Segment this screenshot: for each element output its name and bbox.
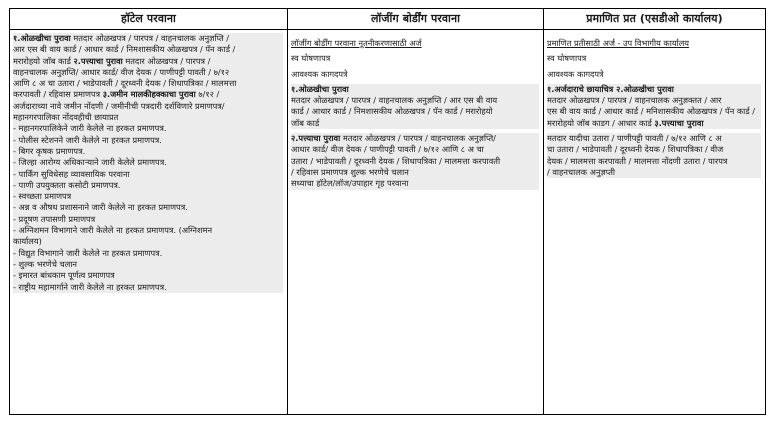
list-item: - राष्ट्रीय महामार्गाने जारी केलेले ना हरकत प्रमाणपत्र. (13, 281, 167, 292)
lodging-required-docs: आवश्यक कागदपत्रे (291, 68, 348, 79)
hotel-address-text-4: करपावती / रहिवास प्रमाणपत्र (13, 89, 103, 100)
hotel-identity-text-3: मरारोहयो जॉब कार्ड (13, 55, 74, 66)
certified-identity-line-3 (547, 118, 761, 129)
lodging-identity-line-1: मतदार ओळखपत्र / पारपत्र / वाहनचालक अनुज्ञप्ति / आर एस बी वाय (291, 95, 498, 106)
lodging-address-block (291, 133, 539, 189)
list-item: - अग्निशमन विभागाने जारी केलेले ना हरकत प्रमाणपत्र. (अग्निशमन (13, 225, 212, 236)
hotel-address-line-3: आणि ८ अ चा उतारा / भाडेपावती / दूरध्वनी देयक / शिधापत्रिका / मालमत्ता (13, 78, 237, 89)
list-item: - महानगरपालिकेने जारी केलेले ना हरकत प्रमाणपत्र. (13, 123, 167, 134)
hotel-land-title: ३.जमीन मालकीहक्काचा पुरावा (102, 89, 196, 100)
hotel-address-line-4 (13, 89, 283, 100)
certified-address-line-1: मतदार यादीचा उतारा / पाणीपट्टी पावती / ७/१२ आणि ८ अ (547, 133, 722, 144)
lodging-identity-line-2: कार्ड / आधार कार्ड / निमशासकीय ओळखपत्र / पॅन कार्ड / मरारोहयो (291, 106, 493, 117)
certified-self-declaration: स्व घोषणापत्र (547, 53, 587, 64)
lodging-address-line-2: आधार कार्ड/ वीज देयक / पाणीपट्टी पावती / ७/१२ आणि ८ अ चा (291, 144, 484, 155)
hotel-land-text-1: ७/१२ / (195, 89, 220, 100)
hotel-identity-line-2: आर एस बी वाय कार्ड / आधार कार्ड / निमशासकीय ओळखपत्र / पॅन कार्ड / (13, 44, 236, 55)
hotel-land-line-2: अर्जदाराच्या नावे जमीन नोंदणी / जमीनीची पत्रदारी दर्शविणारे प्रमाणपत्र/ (13, 100, 225, 111)
lodging-address-line-1 (291, 133, 539, 144)
list-item: कार्यालय) (13, 236, 42, 247)
list-item: - प्रदूषण तपासणी प्रमाणपत्र (13, 213, 96, 224)
lodging-renewal-form-link[interactable]: लॉजींग बोर्डींग परवाना नूतनीकरणासाठी अर्ज (291, 38, 422, 48)
lodging-address-line-3: उतारा / भाडेपावती / दूरध्वनी देयक / शिधापत्रिका / मालमत्ता करपावती (291, 155, 501, 166)
hotel-license-column (10, 9, 288, 414)
list-item: - पाणी उपयुक्तता कसोटी प्रमाणपत्र. (13, 179, 121, 190)
list-item: - पार्किंग सुविधेसह व्यावसायिक परवाना (13, 168, 130, 179)
lodging-license-column (288, 9, 544, 414)
certified-identity-line-2: एस बी वाय कार्ड / आधार कार्ड / मनिशासकीय ओळखपत्र / पॅन कार्ड / (547, 106, 755, 117)
lodging-identity-block (291, 84, 539, 129)
list-item: - पोलीस स्टेशनने जारी केलेले ना हरकत प्रमाणपत्र. (13, 134, 162, 145)
certified-address-line-2: चा उतारा / भाडेपावती / दूरध्वनी देयक / शिधापत्रिका / वीज (547, 144, 724, 155)
lodging-address-title: २.पत्त्याचा पुरावा (291, 133, 341, 144)
list-item: - विद्युत विभागाने जारी केलेले ना हरकत प्रमाणपत्र. (13, 247, 163, 258)
lodging-license-body (288, 30, 543, 190)
certified-identity-line-1: मतदार ओळखपत्र / पारपत्र / वाहनचालक अनुज्ञक्तत / आर (547, 95, 722, 106)
certified-photo-identity-line (547, 84, 761, 95)
list-item: - अन्न व औषध प्रशासनाने जारी केलेले ना हरकत प्रमाणपत्र. (13, 202, 188, 213)
certified-address-line-4: / वाहनचालक अनुज्ञप्ती (547, 166, 616, 177)
certified-address-title: ३.पत्त्याचा पुरावा (654, 117, 704, 128)
certified-address-block (547, 133, 761, 178)
hotel-license-body (10, 30, 287, 293)
certified-address-line-3: देयक / मालमत्ता करपावती / मालमत्ता नोंदणी उतारा / पारपत्र (547, 155, 728, 166)
list-item: - जिल्हा आरोग्य अधिकाऱ्याने जारी केलेले प्रमाणपत्र. (13, 157, 167, 168)
certified-copy-header: प्रमाणित प्रत (एसडीओ कार्यालय) (544, 9, 765, 30)
hotel-identity-line-1 (13, 33, 283, 44)
list-item: - शुल्क भरणेचे चलान (13, 258, 77, 269)
certified-identity-title: २.ओळखीचा पुरावा (613, 83, 674, 94)
certified-copy-body (544, 30, 765, 178)
lodging-identity-line-3: जॉब कार्ड (291, 117, 320, 128)
lodging-identity-title: १.ओळखीचा पुरावा (291, 83, 349, 94)
hotel-address-title: २.पत्त्याचा पुरावा (73, 55, 123, 66)
list-item: - बिगर कृषक प्रमाणपत्र. (13, 145, 86, 156)
hotel-identity-title: १.ओळखीचा पुरावा (13, 33, 71, 43)
lodging-address-text-1: मतदार ओळखपत्र / पारपत्र / वाहनचालक अनुज्ञप्ति/ (340, 133, 496, 144)
hotel-license-header: हॉटेल परवाना (10, 9, 287, 30)
hotel-proofs-block (13, 33, 283, 293)
certified-identity-block (547, 84, 761, 129)
hotel-address-line-2: वाहनचालक अनुज्ञप्ति/ आधार कार्ड/ वीज देयक / पाणीपट्टी पावती / ७/१२ (13, 66, 230, 77)
certified-copy-form-link[interactable]: प्रमाणित प्रतीसाठी अर्ज - उप विभागीय कार्यालय (547, 38, 690, 48)
hotel-address-text-1: मतदार ओळखपत्र / पारपत्र / (122, 55, 211, 66)
lodging-license-header: लॉजींग बोर्डींग परवाना (288, 9, 543, 30)
lodging-self-declaration: स्व घोषणापत्र (291, 53, 331, 64)
lodging-address-line-4: / रहिवास प्रमाणपत्र शुल्क भरणेचे चलान (291, 166, 409, 177)
list-item: - स्वच्छता प्रमाणपत्र (13, 191, 72, 202)
hotel-identity-line-3 (13, 56, 283, 67)
hotel-land-line-3: महानगरपालिका नोंदवहीची छायाप्रत (13, 112, 119, 123)
certified-required-docs: आवश्यक कागदपत्रे (547, 68, 604, 79)
lodging-address-line-5: सध्याचा हॉटेल/लॉज/उपाहार गृह परवाना (291, 178, 409, 189)
certified-photo-title: १.अर्जदाराचे छायाचित्र (547, 83, 614, 94)
documents-table (9, 8, 766, 415)
hotel-identity-text-1: मतदार ओळखपत्र / पारपत्र / वाहनचालक अनुज्ञप्ति / (70, 33, 230, 43)
certified-identity-text-3: मरारोहयो जॉब काडग / आधार कार्ड (547, 117, 655, 128)
certified-copy-column (544, 9, 765, 414)
list-item: - इमारत बांधकाम पूर्णत्व प्रमाणपत्र (13, 270, 115, 281)
